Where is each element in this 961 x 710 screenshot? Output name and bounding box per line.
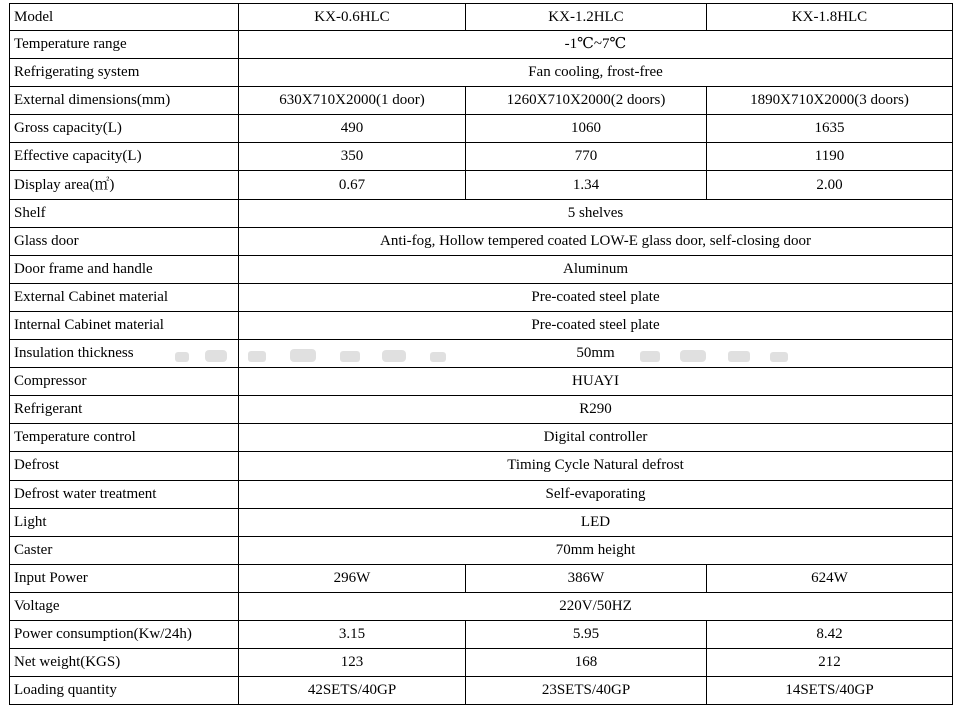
table-row: [10, 592, 953, 620]
table-row: [10, 283, 953, 311]
row-value-merged: LED: [239, 508, 953, 536]
row-label: Insulation thickness: [10, 340, 239, 368]
row-label: Door frame and handle: [10, 255, 239, 283]
row-label: Glass door: [10, 227, 239, 255]
table-row: [10, 143, 953, 171]
table-row: [10, 564, 953, 592]
row-value-1: 123: [239, 649, 466, 677]
row-value-2: 770: [466, 143, 707, 171]
row-value-1: 350: [239, 143, 466, 171]
row-label: Compressor: [10, 368, 239, 396]
row-label: Caster: [10, 536, 239, 564]
model-header-1: KX-0.6HLC: [239, 4, 466, 31]
row-value-merged: Anti-fog, Hollow tempered coated LOW-E glass door, self-closing door: [239, 227, 953, 255]
row-label: Light: [10, 508, 239, 536]
row-value-2: 386W: [466, 564, 707, 592]
row-label: Gross capacity(L): [10, 115, 239, 143]
row-value-merged: HUAYI: [239, 368, 953, 396]
row-value-merged: 50mm: [239, 340, 953, 368]
row-value-merged: Timing Cycle Natural defrost: [239, 452, 953, 480]
row-value-3: 2.00: [707, 171, 953, 199]
row-value-1: 296W: [239, 564, 466, 592]
row-value-2: 23SETS/40GP: [466, 677, 707, 705]
table-row: [10, 87, 953, 115]
row-label: External Cabinet material: [10, 283, 239, 311]
table-row: [10, 171, 953, 199]
row-label: Refrigerating system: [10, 59, 239, 87]
row-value-1: 0.67: [239, 171, 466, 199]
row-label: Temperature control: [10, 424, 239, 452]
row-value-merged: 5 shelves: [239, 199, 953, 227]
row-label: Voltage: [10, 592, 239, 620]
table-row: [10, 199, 953, 227]
row-label: Power consumption(Kw/24h): [10, 620, 239, 648]
table-row: [10, 480, 953, 508]
model-header-label: Model: [10, 4, 239, 31]
row-label: Effective capacity(L): [10, 143, 239, 171]
row-value-merged: 70mm height: [239, 536, 953, 564]
row-value-3: 1190: [707, 143, 953, 171]
row-value-1: 3.15: [239, 620, 466, 648]
row-value-2: 5.95: [466, 620, 707, 648]
row-value-merged: Self-evaporating: [239, 480, 953, 508]
spec-table-body: [10, 4, 953, 705]
table-row: [10, 115, 953, 143]
model-header-3: KX-1.8HLC: [707, 4, 953, 31]
row-label: Shelf: [10, 199, 239, 227]
row-value-1: 42SETS/40GP: [239, 677, 466, 705]
table-row: [10, 677, 953, 705]
table-row: [10, 452, 953, 480]
row-value-merged: -1℃~7℃: [239, 31, 953, 59]
row-value-1: 630X710X2000(1 door): [239, 87, 466, 115]
table-row: [10, 340, 953, 368]
table-row: [10, 396, 953, 424]
table-row: [10, 424, 953, 452]
row-label: Input Power: [10, 564, 239, 592]
table-row: [10, 227, 953, 255]
row-label: Defrost: [10, 452, 239, 480]
row-value-merged: Aluminum: [239, 255, 953, 283]
row-value-merged: 220V/50HZ: [239, 592, 953, 620]
table-row: [10, 536, 953, 564]
row-label: Defrost water treatment: [10, 480, 239, 508]
row-label: Refrigerant: [10, 396, 239, 424]
row-label: Loading quantity: [10, 677, 239, 705]
row-value-merged: Pre-coated steel plate: [239, 311, 953, 339]
table-row: [10, 31, 953, 59]
table-row: [10, 311, 953, 339]
row-value-1: 490: [239, 115, 466, 143]
row-value-2: 168: [466, 649, 707, 677]
table-row: [10, 649, 953, 677]
row-label: Net weight(KGS): [10, 649, 239, 677]
spec-table: [9, 3, 953, 705]
row-value-2: 1060: [466, 115, 707, 143]
row-value-3: 212: [707, 649, 953, 677]
row-label: Display area(㎡): [10, 171, 239, 199]
row-value-3: 14SETS/40GP: [707, 677, 953, 705]
row-label: Temperature range: [10, 31, 239, 59]
table-row: [10, 255, 953, 283]
table-row: [10, 368, 953, 396]
row-value-2: 1260X710X2000(2 doors): [466, 87, 707, 115]
row-value-3: 1890X710X2000(3 doors): [707, 87, 953, 115]
row-value-merged: R290: [239, 396, 953, 424]
row-value-merged: Digital controller: [239, 424, 953, 452]
row-value-merged: Fan cooling, frost-free: [239, 59, 953, 87]
table-row: [10, 620, 953, 648]
table-row: [10, 59, 953, 87]
row-label: External dimensions(mm): [10, 87, 239, 115]
table-row: [10, 508, 953, 536]
row-value-3: 8.42: [707, 620, 953, 648]
model-row: [10, 4, 953, 31]
row-value-2: 1.34: [466, 171, 707, 199]
model-header-2: KX-1.2HLC: [466, 4, 707, 31]
row-value-3: 1635: [707, 115, 953, 143]
row-value-merged: Pre-coated steel plate: [239, 283, 953, 311]
row-label: Internal Cabinet material: [10, 311, 239, 339]
row-value-3: 624W: [707, 564, 953, 592]
